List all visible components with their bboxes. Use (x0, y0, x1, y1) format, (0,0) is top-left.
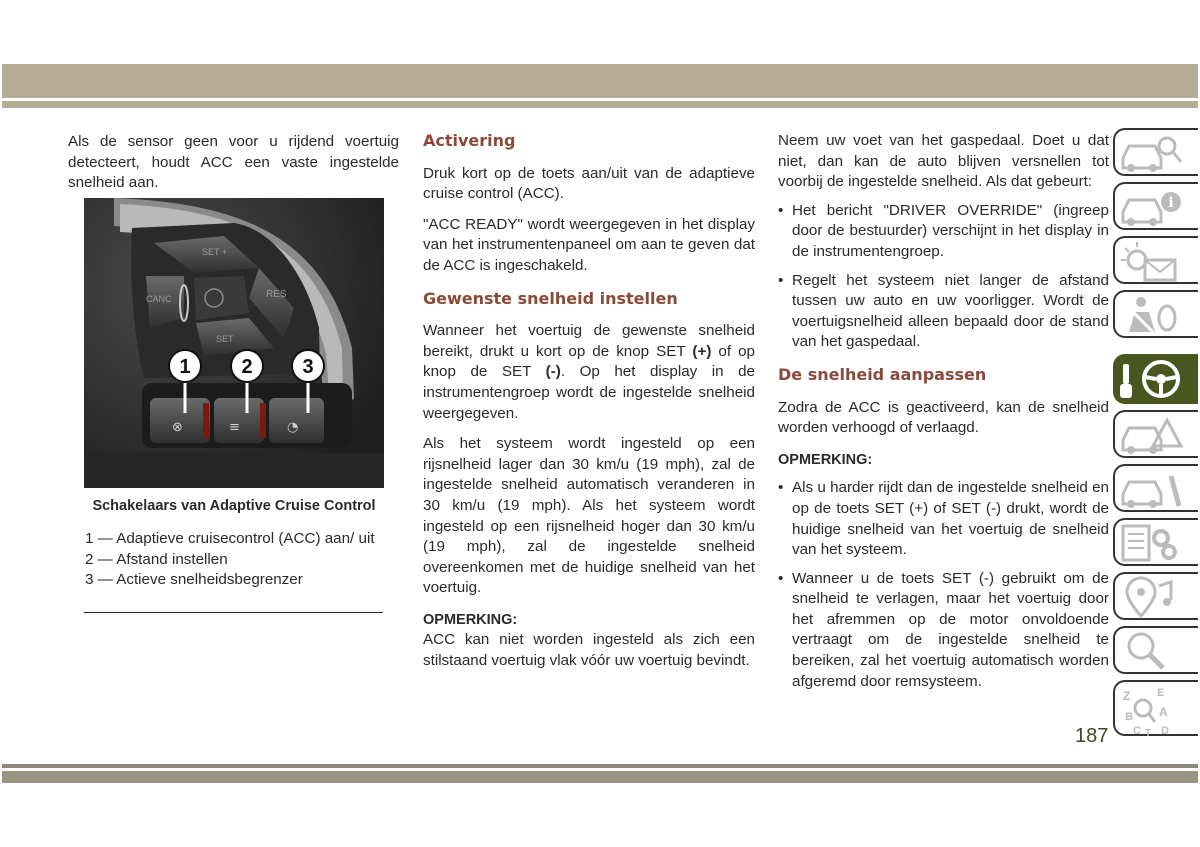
header-rule (2, 101, 1198, 108)
svg-text:Z: Z (1123, 689, 1131, 703)
svg-text:◔: ◔ (287, 420, 299, 435)
paragraph-speed-range: Als het systeem wordt ingesteld op een rijsnelheid lager dan 30 km/u (19 mph), zal de ingestelde snelheid automatisch veranderen in 30 km/u (19 mph). Als het systeem wordt ingesteld op een rijsnelheid hoger dan 30 km/u (19 mph), zal de ingestelde snelheid overeenkomen met de huidige snelheid van het voertuig. (423, 435, 755, 597)
legend-item-1: 1 — Adaptieve cruisecontrol (ACC) aan/ uit (85, 530, 375, 547)
column-3 (778, 131, 1109, 692)
key-steering-wheel-icon (1115, 356, 1200, 406)
svg-text:B: B (1125, 711, 1133, 723)
tab-warnings-messages[interactable] (1113, 236, 1198, 284)
car-search-icon (1115, 130, 1200, 178)
list-item: • Het bericht "DRIVER OVERRIDE" (ingreep door de bestuurder) verschijnt in het display in de instrumentengroep. (778, 201, 1109, 263)
svg-text:i: i (1168, 195, 1174, 211)
svg-text:C: C (1133, 725, 1141, 737)
tab-customer-assistance[interactable] (1113, 626, 1198, 674)
legend-item-2: 2 — Afstand instellen (85, 550, 228, 568)
svg-text:A: A (1159, 705, 1168, 719)
navigation-music-icon (1115, 574, 1200, 622)
note-label: OPMERKING: (423, 611, 518, 628)
tab-multimedia[interactable] (1113, 572, 1198, 620)
car-hazard-icon (1115, 412, 1200, 460)
svg-text:E: E (1157, 687, 1165, 699)
tab-car-info[interactable] (1113, 182, 1198, 230)
column-1 (68, 132, 399, 194)
header-band (2, 64, 1198, 98)
note-text: ACC kan niet worden ingesteld als zich een stilstaand voertuig vlak vóór uw voertuig bevindt. (423, 631, 755, 670)
checklist-gears-icon (1115, 520, 1200, 568)
note-label: OPMERKING: (778, 451, 873, 468)
svg-text:T: T (1145, 728, 1152, 738)
footer-rule (2, 764, 1198, 768)
svg-text:1: 1 (179, 356, 191, 378)
set-label: SET (216, 334, 234, 344)
tab-car-search[interactable] (1113, 128, 1198, 176)
tab-technical-specs[interactable] (1113, 518, 1198, 566)
override-list (778, 201, 1109, 353)
column-2 (423, 131, 755, 672)
legend-item-3: 3 — Actieve snelheidsbegrenzer (85, 571, 303, 589)
res-label: RES (266, 289, 287, 300)
svg-text:⊗: ⊗ (172, 420, 183, 435)
note-list (778, 478, 1109, 692)
warning-light-message-icon (1115, 238, 1200, 286)
car-wrench-icon (1115, 466, 1200, 514)
page-number: 187 (1075, 725, 1109, 747)
list-item: • Wanneer u de toets SET (-) gebruikt om de snelheid te verlagen, maar het voertuig door het afremmen op de motor onvoldoende vertraagt om de ingestelde snelheid te bereiken, zal het voertuig automatisch worden afgeremd door remsysteem. (778, 569, 1109, 693)
heading-set-speed: Gewenste snelheid instellen (423, 288, 678, 308)
paragraph-acc-ready: "ACC READY" wordt weergegeven in het display van het instrumentenpaneel om aan te geven dat de ACC is ingeschakeld. (423, 215, 755, 274)
list-item: • Regelt het systeem niet langer de afstand tussen uw auto en uw voorligger. Wordt de voertuigsnelheid alleen bepaald door de stand van het gaspedaal. (778, 271, 1109, 353)
svg-text:2: 2 (241, 356, 253, 378)
tab-starting-operating[interactable] (1113, 354, 1198, 404)
heading-activering: Activering (423, 131, 516, 150)
legend-rule (84, 612, 383, 613)
seatbelt-airbag-icon (1115, 292, 1200, 340)
svg-text:SET +: SET + (202, 247, 228, 257)
paragraph-set-button: Wanneer het voertuig de gewenste snelheid bereikt, drukt u kort op de knop SET (+) of op knop de SET (-). Op het display in de instrumentengroep wordt de ingestelde snelheid weergegeven. (423, 322, 755, 422)
svg-text:D: D (1161, 725, 1169, 737)
figure-legend (85, 529, 382, 591)
tab-safety[interactable] (1113, 290, 1198, 338)
paragraph-activation: Druk kort op de toets aan/uit van de adaptieve cruise control (ACC). (423, 164, 755, 203)
tab-emergency[interactable] (1113, 410, 1198, 458)
svg-text:3: 3 (302, 356, 314, 378)
intro-paragraph: Als de sensor geen voor u rijdend voertuig detecteert, houdt ACC een vaste ingestelde snelheid aan. (68, 133, 399, 192)
car-info-icon (1115, 184, 1200, 232)
paragraph-adjust: Zodra de ACC is geactiveerd, kan de snelheid worden verhoogd of verlaagd. (778, 398, 1109, 437)
tab-index[interactable] (1113, 680, 1198, 736)
figure-caption: Schakelaars van Adaptive Cruise Control (92, 498, 376, 514)
svg-text:≡: ≡ (229, 420, 240, 435)
footer-band (2, 771, 1198, 783)
steering-wheel-switches-photo (84, 198, 384, 488)
tab-maintenance[interactable] (1113, 464, 1198, 512)
paragraph-accelerator: Neem uw voet van het gaspedaal. Doet u dat niet, dan kan de auto blijven versnellen tot voorbij de ingestelde snelheid. Als dat gebeurt: (778, 132, 1109, 191)
alphabet-index-icon (1115, 682, 1200, 738)
canc-label: CANC (146, 294, 172, 304)
magnifier-icon (1115, 628, 1200, 676)
list-item: • Als u harder rijdt dan de ingestelde snelheid en op de toets SET (+) of SET (-) drukt, wordt de huidige snelheid van het voertuig de snelheid van het systeem. (778, 478, 1109, 560)
heading-adjust-speed: De snelheid aanpassen (778, 364, 987, 384)
